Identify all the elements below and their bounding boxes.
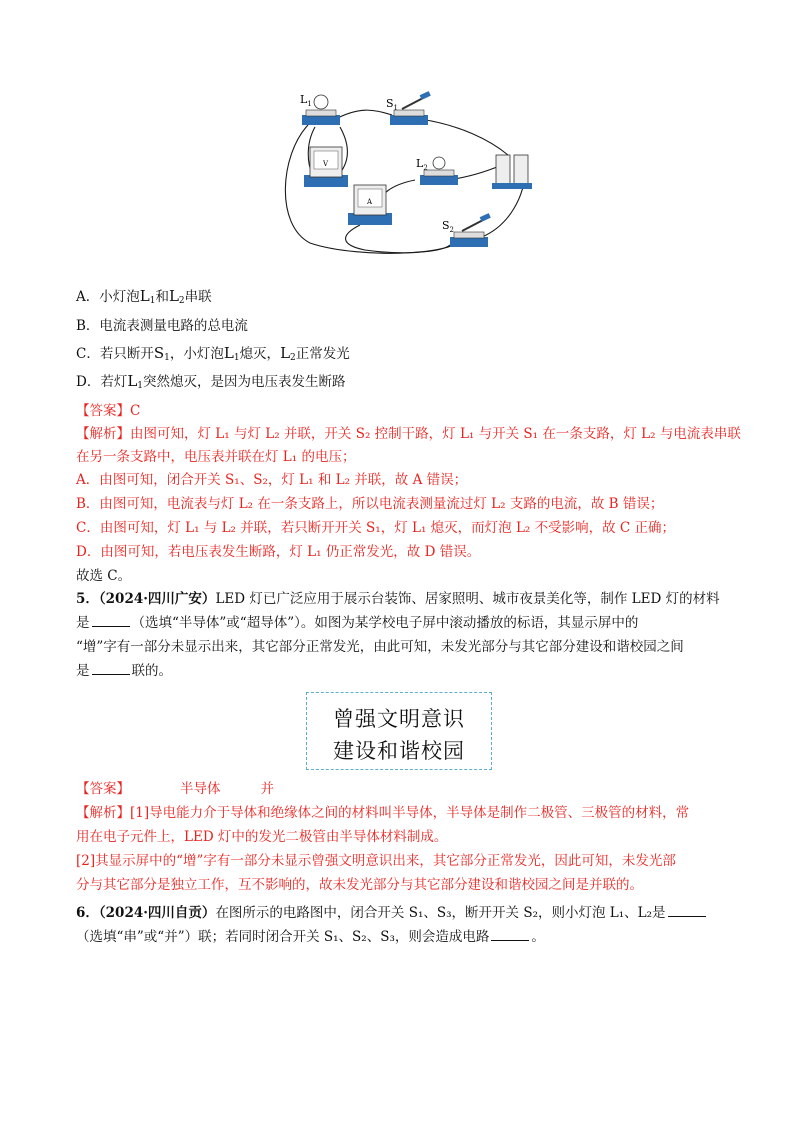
answer-blank[interactable] xyxy=(92,662,130,675)
q4-conclusion: 故选 C。 xyxy=(76,568,132,584)
switch-s2-icon xyxy=(450,213,491,247)
answer-blank[interactable] xyxy=(668,904,706,917)
option-b: B．电流表测量电路的总电流 xyxy=(76,318,248,334)
slogan-display xyxy=(306,692,492,770)
q5-line-1: 5．（2024·四川广安）LED 灯已广泛应用于展示台装饰、居家照明、城市夜景美化等，制作 LED 灯的材料 xyxy=(76,591,720,607)
q5-analysis-line-2: 用在电子元件上，LED 灯中的发光二极管由半导体材料制成。 xyxy=(76,829,448,845)
q4-analysis-line-6: D．由图可知，若电压表发生断路，灯 L₁ 仍正常发光，故 D 错误。 xyxy=(76,544,481,560)
label-l1: $L_1$ xyxy=(300,93,312,108)
q4-analysis-line-2: 在另一条支路中，电压表并联在灯 L₁ 的电压； xyxy=(76,449,356,465)
answer-blank[interactable] xyxy=(491,928,529,941)
q4-analysis-line-1: 【解析】由图可知，灯 L₁ 与灯 L₂ 并联，开关 S₂ 控制干路，灯 L₁ 与开关 S₁ 在一条支路，灯 L₂ 与电流表串联 xyxy=(76,426,741,442)
q5-analysis-line-3: [2]其显示屏中的“增”字有一部分未显示曾强文明意识出来，其它部分正常发光，因此可知，未发光部 xyxy=(76,853,676,869)
q4-analysis-line-4: B．由图可知，电流表与灯 L₂ 在一条支路上，所以电流表测量流过灯 L₂ 支路的电流，故 B 错误； xyxy=(76,496,664,512)
q5-line-4: 是 联的。 xyxy=(76,663,172,679)
ammeter-icon xyxy=(348,185,392,225)
label-s2: $S_2$ xyxy=(442,219,455,234)
circuit-figure xyxy=(270,85,560,260)
label-s1: $S_1$ xyxy=(386,97,399,112)
q6-line-2: （选填“串”或“并”）联；若同时闭合开关 S₁、S₂、S₃，则会造成电路 。 xyxy=(76,929,545,945)
option-d: D．若灯$L_1$突然熄灭，是因为电压表发生断路 xyxy=(76,372,346,391)
q6-line-1: 6．（2024·四川自贡）在图所示的电路图中，闭合开关 S₁、S₃，断开开关 S₂，则小灯泡 L₁、L₂是 xyxy=(76,903,708,923)
q5-line-2: 是 （选填“半导体”或“超导体”）。如图为某学校电子屏中滚动播放的标语，其显示屏中的 xyxy=(76,615,639,631)
q5-analysis-line-1: 【解析】[1]导电能力介于导体和绝缘体之间的材料叫半导体，半导体是制作二极管、三极管的材料，常 xyxy=(76,805,690,821)
battery-icon xyxy=(492,155,532,189)
svg-text:A: A xyxy=(367,198,373,206)
q4-analysis-line-3: A．由图可知，闭合开关 S₁、S₂，灯 L₁ 和 L₂ 并联，故 A 错误； xyxy=(76,472,468,488)
label-l2: $L_2$ xyxy=(416,157,428,172)
q4-analysis-line-5: C．由图可知，灯 L₁ 与 L₂ 并联，若只断开开关 S₁，灯 L₁ 熄灭，而灯泡 L₂ 不受影响，故 C 正确； xyxy=(76,520,676,536)
slogan-line-2: 建设和谐校园 xyxy=(333,739,465,763)
option-a: A．小灯泡$L_1$和$L_2$串联 xyxy=(76,287,212,306)
answer-blank[interactable] xyxy=(92,614,130,627)
voltmeter-icon xyxy=(304,147,348,187)
q5-analysis-line-4: 分与其它部分是独立工作，互不影响的，故未发光部分与其它部分建设和谐校园之间是并联的。 xyxy=(76,877,643,893)
q5-answer: 【答案】 半导体 并 xyxy=(76,781,274,797)
option-c: C．若只断开$S_1$，小灯泡$L_1$熄灭，$L_2$正常发光 xyxy=(76,344,350,363)
svg-text:V: V xyxy=(323,160,329,168)
q5-line-3: “增”字有一部分未显示出来，其它部分正常发光，由此可知，未发光部分与其它部分建设和谐校园之间 xyxy=(76,639,684,655)
slogan-line-1: 曾强文明意识 xyxy=(333,707,465,731)
q4-answer: 【答案】C xyxy=(76,403,141,419)
